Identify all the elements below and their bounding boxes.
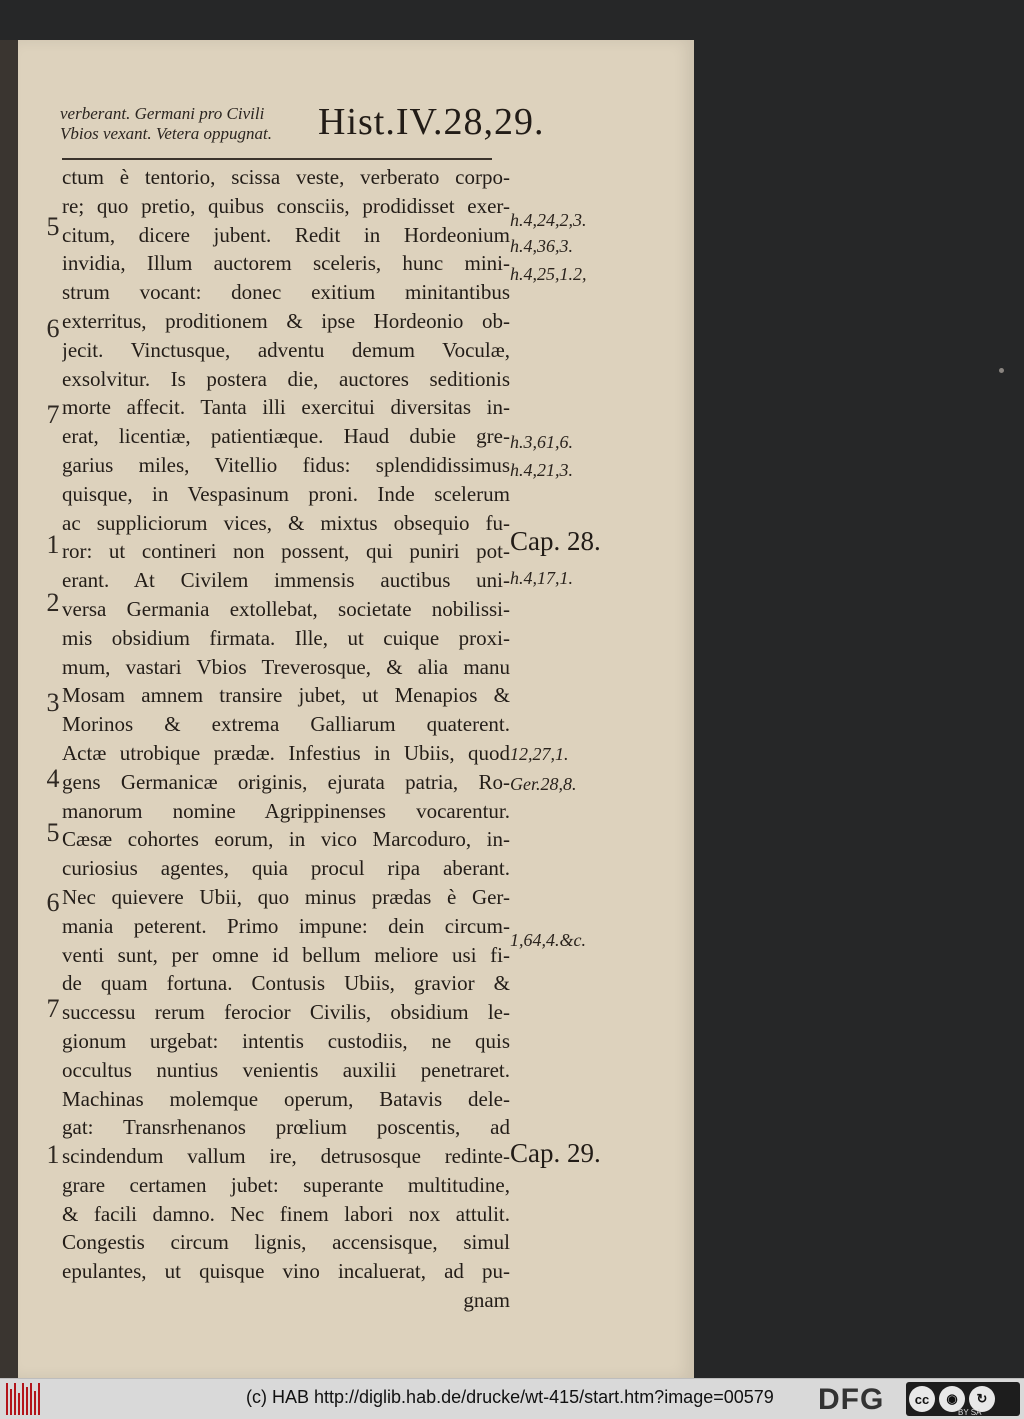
body-line: de quam fortuna. Contusis Ubiis, gravior & (62, 971, 510, 996)
body-line: Machinas molemque operum, Batavis dele- (62, 1086, 510, 1111)
cc-icon: cc (909, 1386, 935, 1412)
body-line: exsolvitur. Is postera die, auctores seditionis (62, 366, 510, 391)
body-line: ac suppliciorum vices, & mixtus obsequio fu- (62, 510, 510, 535)
body-line: jecit. Vinctusque, adventu demum Voculæ, (62, 337, 510, 362)
summary-line-2: Vbios vexant. Vetera oppugnat. (60, 124, 272, 143)
body-line: Mosam amnem transire jubet, ut Menapios & (62, 683, 510, 708)
section-number: 2 (46, 588, 60, 617)
body-line: & facili damno. Nec finem labori nox attulit. (62, 1201, 510, 1226)
hab-barcode-icon (6, 1383, 42, 1415)
page-edge (0, 40, 18, 1378)
cc-license-badge[interactable] (906, 1382, 1020, 1416)
margin-reference: Ger.28,8. (510, 774, 577, 794)
body-line: citum, dicere jubent. Redit in Hordeonium (62, 222, 510, 247)
margin-reference: h.4,17,1. (510, 568, 573, 588)
body-line: erant. At Civilem immensis auctibus uni- (62, 568, 510, 593)
body-line: mania peterent. Primo impune: dein circum- (62, 913, 510, 938)
body-line: gat: Transrhenanos prœlium poscentis, ad (62, 1115, 510, 1140)
section-number: 5 (46, 212, 60, 241)
section-number: 3 (46, 688, 60, 717)
summary-line-1: verberant. Germani pro Civili (60, 104, 265, 123)
body-line: grare certamen jubet: superante multitudine, (62, 1172, 510, 1197)
margin-reference: h.4,25,1.2, (510, 264, 587, 284)
section-number: 5 (46, 818, 60, 847)
cc-label: BY SA (958, 1408, 982, 1417)
section-number: 7 (46, 994, 60, 1023)
body-line: invidia, Illum auctorem sceleris, hunc mini- (62, 251, 510, 276)
margin-reference: h.4,21,3. (510, 460, 573, 480)
body-line: Congestis circum lignis, accensisque, simul (62, 1230, 510, 1255)
body-line: ctum è tentorio, scissa veste, verberato corpo- (62, 165, 510, 189)
body-line: Actæ utrobique prædæ. Infestius in Ubiis, quod (62, 740, 510, 765)
margin-reference: h.4,24,2,3. (510, 210, 587, 230)
dfg-logo: DFG (818, 1383, 885, 1416)
margin-reference: h.3,61,6. (510, 432, 573, 452)
scan-dust-mark (999, 368, 1004, 373)
chapter-heading: Cap. 29. (510, 1138, 601, 1168)
body-line: quisque, in Vespasinum proni. Inde scelerum (62, 481, 510, 506)
body-line: mum, vastari Vbios Treverosque, & alia manu (62, 654, 510, 679)
body-line: re; quo pretio, quibus consciis, prodidisset exer- (62, 193, 510, 218)
body-line: versa Germania extollebat, societate nobilissi- (62, 596, 510, 621)
section-number: 7 (46, 400, 60, 429)
section-number: 6 (46, 888, 60, 917)
body-line: epulantes, ut quisque vino incaluerat, ad pu- (62, 1259, 510, 1284)
margin-reference: h.4,36,3. (510, 236, 573, 256)
header-rule (62, 158, 492, 160)
body-line: ror: ut contineri non possent, qui puniri pot- (62, 539, 510, 564)
page-title: Hist.IV.28,29. (318, 101, 545, 143)
body-line: manorum nomine Agrippinenses vocarentur. (62, 798, 510, 823)
share-alike-icon: ↻ (969, 1386, 995, 1412)
section-number: 1 (46, 530, 60, 559)
margin-reference: 12,27,1. (510, 744, 569, 764)
body-line: Nec quievere Ubii, quo minus prædas è Ger- (62, 884, 510, 909)
body-line: curiosius agentes, quia procul ripa aberant. (62, 856, 510, 881)
margin-reference: 1,64,4.&c. (510, 930, 586, 950)
citation-link[interactable]: (c) HAB http://diglib.hab.de/drucke/wt-415/start.htm?image=00579 (246, 1387, 774, 1407)
by-person-icon: ◉ (939, 1386, 965, 1412)
body-line: occultus nuntius venientis auxilii penetraret. (62, 1057, 510, 1082)
body-line: venti sunt, per omne id bellum meliore usi fi- (62, 942, 510, 967)
page-summary (60, 104, 272, 144)
body-line: exterritus, proditionem & ipse Hordeonio ob- (62, 308, 510, 333)
section-number: 4 (46, 764, 60, 793)
body-line: gionum urgebat: intentis custodiis, ne quis (62, 1028, 510, 1053)
section-number: 1 (46, 1140, 60, 1169)
body-line: morte affecit. Tanta illi exercitui diversitas in- (62, 395, 510, 420)
body-line: gens Germanicæ originis, ejurata patria, Ro- (62, 769, 510, 794)
section-number: 6 (46, 314, 60, 343)
body-text (62, 163, 510, 1315)
body-line: erat, licentiæ, patientiæque. Haud dubie gre- (62, 424, 510, 449)
viewer-footer (0, 1378, 1024, 1419)
chapter-heading: Cap. 28. (510, 526, 601, 556)
body-line: mis obsidium firmata. Ille, ut cuique proxi- (62, 625, 510, 650)
body-line: Cæsæ cohortes eorum, in vico Marcoduro, in- (62, 827, 510, 852)
body-line: scindendum vallum ire, detrusosque redinte- (62, 1144, 510, 1169)
body-line: garius miles, Vitellio fidus: splendidissimus (62, 452, 510, 477)
catchword: gnam (463, 1288, 510, 1313)
body-line: strum vocant: donec exitium minitantibus (62, 280, 510, 305)
body-line: Morinos & extrema Galliarum quaterent. (62, 712, 510, 737)
body-line: successu rerum ferocior Civilis, obsidium le- (62, 1000, 510, 1025)
